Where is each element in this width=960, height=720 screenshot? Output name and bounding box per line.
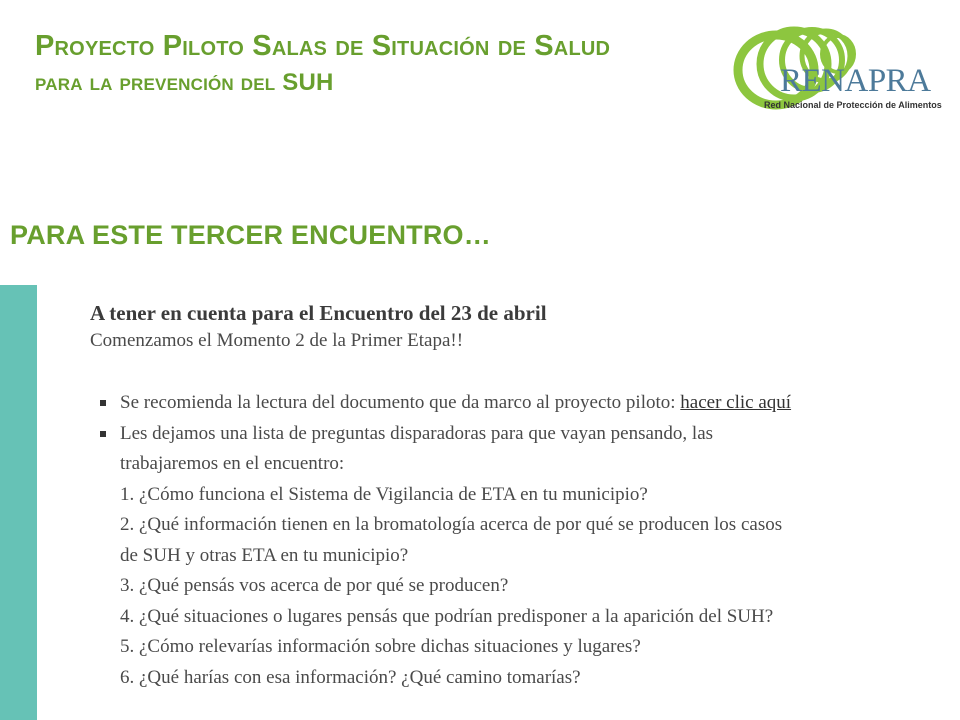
title-line-2: para la prevención del SUH <box>35 69 334 96</box>
notice-title: A tener en cuenta para el Encuentro del 23 de abril <box>90 301 547 325</box>
notice-panel <box>90 298 940 693</box>
bullet-text: Se recomienda la lectura del documento que da marco al proyecto piloto: <box>120 392 681 413</box>
question-item: 6. ¿Qué harías con esa información? ¿Qué camino tomarías? <box>120 666 581 688</box>
page-title <box>35 28 715 102</box>
question-item: 5. ¿Cómo relevarías información sobre dichas situaciones y lugares? <box>120 636 641 657</box>
bullet-icon <box>100 431 106 437</box>
question-item: 3. ¿Qué pensás vos acerca de por qué se producen? <box>120 575 509 596</box>
bullet-intro-line: Les dejamos una lista de preguntas disparadoras para que vayan pensando, las <box>120 422 714 444</box>
logo-subtitle: Red Nacional de Protección de Alimentos <box>764 100 942 110</box>
question-item: 4. ¿Qué situaciones o lugares pensás que podrían predisponer a la aparición del SUH? <box>120 605 774 627</box>
question-list <box>120 480 940 694</box>
section-heading: PARA ESTE TERCER ENCUENTRO… <box>10 220 491 250</box>
notice-subtitle: Comenzamos el Momento 2 de la Primer Etapa!! <box>90 330 464 351</box>
side-accent-bar <box>0 285 37 720</box>
logo-name: RENAPRA <box>780 63 931 99</box>
title-line-1: Proyecto Piloto Salas de Situación de Salud <box>35 30 611 62</box>
bullet-intro-line: trabajaremos en el encuentro: <box>120 453 345 474</box>
question-item: de SUH y otras ETA en tu municipio? <box>120 544 409 566</box>
list-item <box>90 419 940 694</box>
list-item <box>90 388 940 419</box>
question-item: 2. ¿Qué información tienen en la bromatología acerca de por qué se producen los casos <box>120 514 783 535</box>
bullet-icon <box>100 400 106 406</box>
question-item: 1. ¿Cómo funciona el Sistema de Vigilancia de ETA en tu municipio? <box>120 483 648 505</box>
document-link[interactable]: hacer clic aquí <box>680 392 792 413</box>
notice-bullet-list <box>90 388 940 693</box>
renapra-logo <box>730 18 945 118</box>
